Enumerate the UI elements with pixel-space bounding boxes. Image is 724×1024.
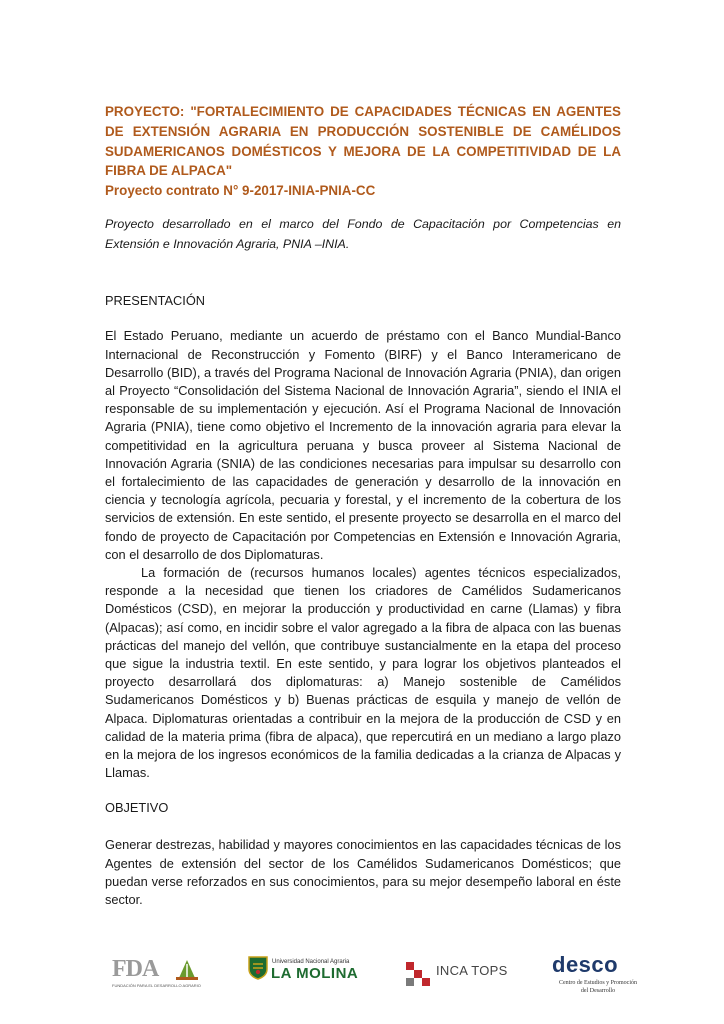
objetivo-paragraph: Generar destrezas, habilidad y mayores conocimientos en las capacidades técnicas de los Agentes de extensión del sector de los Camélidos Sudamericanos Domésticos; que puedan verse reforzados en sus conocimientos, para su mejor desempeño laboral en éste sector. — [105, 837, 621, 908]
desco-logo-text: desco — [552, 952, 619, 977]
intro-text: Proyecto desarrollado en el marco del Fondo de Capacitación por Competencias en Extensión e Innovación Agraria, PNIA –INIA. — [105, 217, 621, 251]
inca-tops-logo — [404, 950, 514, 990]
fda-logo-text: FDA — [112, 956, 159, 982]
fda-logo-subtitle: FUNDACIÓN PARA EL DESARROLLO AGRARIO — [112, 983, 201, 988]
project-title: PROYECTO: "FORTALECIMIENTO DE CAPACIDADES TÉCNICAS EN AGENTES DE EXTENSIÓN AGRARIA EN PRODUCCIÓN SOSTENIBLE DE CAMÉLIDOS SUDAMERICANOS DOMÉSTICOS Y MEJORA DE LA COMPETITIVIDAD DE LA FIBRA DE ALPACA" — [105, 104, 621, 179]
desco-logo-subtitle: Centro de Estudios y Promoción del Desarrollo — [559, 980, 637, 994]
inca-tops-mark-icon — [404, 960, 432, 988]
fda-logo — [108, 950, 208, 992]
leaf-icon — [176, 958, 198, 980]
la-molina-logo-text: LA MOLINA — [271, 965, 359, 982]
presentacion-paragraph-2: La formación de (recursos humanos locales) agentes técnicos especializados, responde a la necesidad que tienen los criadores de Camélidos Sudamericanos Domésticos (CSD), en mejorar la producción y productividad en carne (Llamas) y fibra (Alpacas); así como, en incidir sobre el valor agregado a la fibra de alpaca con las buenas prácticas del manejo del vellón, que contribuye sustancialmente en la etapa del proceso que sigue la industria textil. En este sentido, y para lograr los objetivos planteados el proyecto desarrollará dos diplomaturas: a) Manejo sostenible de Camélidos Sudamericanos Domésticos y b) Buenas prácticas de esquila y manejo de vellón de Alpaca. Diplomaturas orientadas a contribuir en la mejora de la producción de CSD y en calidad de la materia prima (fibra de alpaca), que repercutirá en un mediano a largo plazo en la mejora de los ingresos económicos de la familia dedicadas a la crianza de Alpacas y Llamas. — [105, 565, 621, 781]
inca-tops-logo-text: INCA TOPS — [436, 963, 508, 978]
presentacion-heading: PRESENTACIÓN — [105, 293, 206, 309]
footer-logos — [100, 950, 640, 1000]
shield-icon — [248, 956, 268, 980]
objetivo-heading: OBJETIVO — [105, 800, 169, 816]
presentacion-paragraph-1: El Estado Peruano, mediante un acuerdo de préstamo con el Banco Mundial-Banco Internacional de Reconstrucción y Fomento (BIRF) y el Banco Interamericano de Desarrollo (BID), a través del Programa Nacional de Innovación Agraria (PNIA), dan origen al Proyecto “Consolidación del Sistema Nacional de Innovación Agraria”, siendo el INIA el responsable de su implementación y ejecución. Así el Programa Nacional de Innovación Agraria (PNIA), tiene como objetivo el Incremento de la innovación agraria para elevar la competitividad en la agricultura peruana y busca proveer al Sistema Nacional de Innovación Agraria (SNIA) de las condiciones necesarias para impulsar su desarrollo con el fortalecimiento de las capacidades de generación y desarrollo de la innovación en ciencia y tecnología agrícola, pecuaria y forestal, y el incremento de la cobertura de los servicios de extensión. En este sentido, el presente proyecto se desarrolla en el marco del fondo de proyecto de Capacitación por Competencias en Extensión e Innovación Agraria, con el desarrollo de dos Diplomaturas. — [105, 328, 621, 562]
contract-number: Proyecto contrato N° 9-2017-INIA-PNIA-CC — [105, 183, 376, 199]
desco-logo — [548, 950, 642, 996]
la-molina-logo — [248, 950, 366, 990]
document-body — [105, 102, 621, 909]
la-molina-logo-caption: Universidad Nacional Agraria — [272, 959, 350, 965]
